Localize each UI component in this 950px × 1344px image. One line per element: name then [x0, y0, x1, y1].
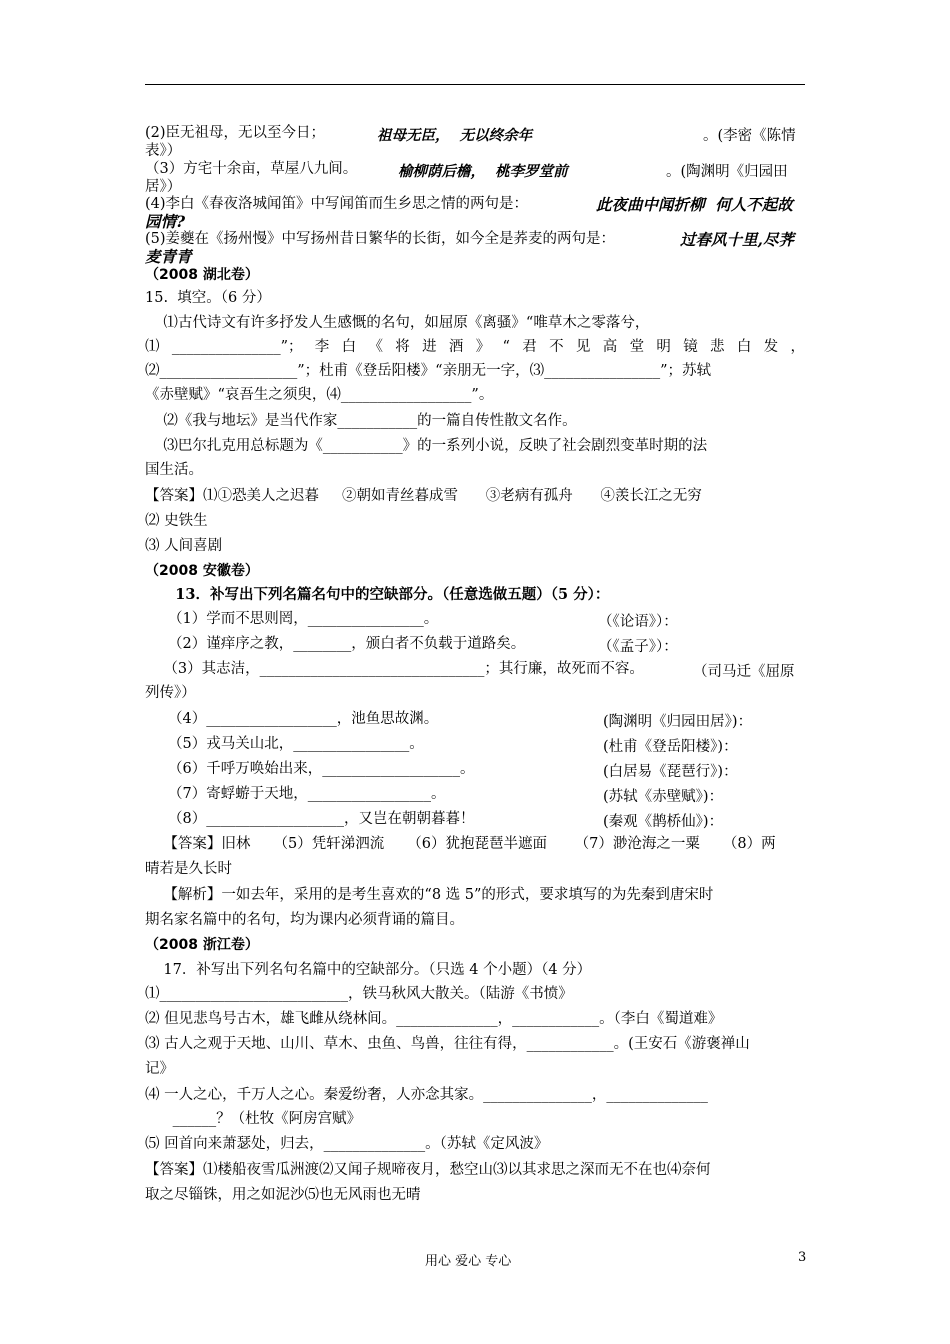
- line-4: 居》）: [145, 179, 182, 195]
- answer-line: ⑶ 人间喜剧: [145, 538, 223, 554]
- blank-item: ⑷ 一人之心，千万人之心。秦爱纷奢，人亦念其家。_______________，______________: [145, 1087, 708, 1103]
- section-heading: （2008 湖北卷）: [145, 267, 259, 283]
- source-text: （《论语》）：: [598, 614, 678, 630]
- source-text: (秦观《鹊桥仙》)：: [603, 814, 724, 830]
- source-text: (白居易《琵琶行》)：: [603, 764, 738, 780]
- source-text: （司马迁《屈原: [693, 664, 795, 680]
- line-2: 表》）: [145, 143, 182, 159]
- question-text: ⑶巴尔扎克用总标题为《___________》的一系列小说，反映了社会剧烈变革时期的法: [145, 438, 708, 454]
- question-text: ⑵___________________”；杜甫《登岳阳楼》“亲朋无一字，⑶________________”；苏轼: [145, 363, 711, 379]
- line-6: 园情?: [145, 212, 186, 231]
- blank-item: 记》: [145, 1061, 174, 1077]
- blank-item: （4）__________________，池鱼思故渊。: [145, 711, 439, 727]
- analysis-line: 【解析】一如去年，采用的是考生喜欢的“8 选 5”的形式，要求填写的为先秦到唐宋时: [145, 887, 714, 903]
- answer-line: 晴若是久长时: [145, 861, 232, 877]
- header-rule: [145, 84, 805, 85]
- answer-line: 【答案】⑴楼船夜雪瓜洲渡⑵又闻子规啼夜月，愁空山⑶以其求思之深而无不在也⑷奈何: [145, 1162, 711, 1178]
- blank-item: ⑴__________________________，铁马秋风大散关。（陆游《书愤》: [145, 986, 573, 1002]
- line-3: （3）方宅十余亩，草屋八九间。: [145, 161, 358, 177]
- blank-item: （7）寄蜉蝣于天地，_________________。: [145, 786, 446, 802]
- answer-line: 【答案】旧林 （5）凭轩涕泗流 （6）犹抱琵琶半遮面 （7）渺沧海之一粟 （8）两: [145, 836, 776, 852]
- question-heading: 15. 填空。（6 分）: [145, 290, 271, 306]
- answer-line: ⑵ 史铁生: [145, 513, 208, 529]
- line-1: [145, 124, 325, 142]
- blank-item: ______？（杜牧《阿房宫赋》: [145, 1111, 362, 1127]
- question-text: 国生活。: [145, 462, 203, 478]
- page-footer: 用心 爱心 专心: [425, 1254, 512, 1269]
- answer-line: 【答案】⑴①恐美人之迟暮 ②朝如青丝暮成雪 ③老病有孤舟 ④羡长江之无穷: [145, 488, 702, 504]
- blank-item: 列传》）: [145, 685, 196, 701]
- question-text: 《赤壁赋》“哀吾生之须臾，⑷__________________”。: [145, 387, 494, 403]
- answer-text: 榆柳荫后檐， 桃李罗堂前: [398, 163, 568, 180]
- question-text: ⑵《我与地坛》是当代作家___________的一篇自传性散文名作。: [145, 413, 577, 429]
- blank-item: （2）谨痒序之教，________，颁白者不负载于道路矣。: [145, 636, 526, 652]
- question-text: ⑴古代诗文有许多抒发人生感慨的名句，如屈原《离骚》“唯草木之零落兮，: [145, 315, 650, 331]
- blank-item: ⑵ 但见悲鸟号古木，雄飞雌从绕林间。______________，____________。（李白《蜀道难》: [145, 1011, 723, 1027]
- section-heading: （2008 安徽卷）: [145, 563, 259, 579]
- question-heading: 17．补写出下列名句名篇中的空缺部分。（只选 4 个小题）（4 分）: [145, 962, 592, 978]
- blank-item: ⑸ 回首向来萧瑟处，归去，______________。（苏轼《定风波》: [145, 1136, 549, 1152]
- line-8: 麦青青: [145, 247, 192, 266]
- question-heading: 13．补写出下列名篇名句中的空缺部分。（任意选做五题）（5 分）：: [145, 586, 610, 603]
- blank-item: （3）其志洁，_______________________________；其行廉，故死而不容。: [145, 661, 644, 677]
- answer-text: 此夜曲中闻折柳 何人不起故: [596, 195, 793, 214]
- source-text: 。(陶渊明《归园田: [666, 164, 788, 180]
- answer-text: 过春风十里,尽荠: [680, 230, 794, 249]
- page-number: 3: [798, 1250, 807, 1265]
- section-heading: （2008 浙江卷）: [145, 937, 259, 953]
- source-text: （《孟子》）：: [598, 639, 678, 655]
- text: (2)臣无祖母，无以至今日；: [145, 125, 326, 141]
- source-text: 。(李密《陈情: [703, 128, 796, 144]
- analysis-line: 期名家名篇中的名句，均为课内必须背诵的篇目。: [145, 912, 464, 928]
- answer-line: 取之尽锱铢，用之如泥沙⑸也无风雨也无晴: [145, 1187, 421, 1203]
- answer-text: 祖母无臣， 无以终余年: [377, 127, 533, 144]
- line-5: (4)李白《春夜洛城闻笛》中写闻笛而生乡思之情的两句是：: [145, 196, 529, 212]
- line-7: (5)姜夔在《扬州慢》中写扬州昔日繁华的长街，如今全是荞麦的两句是：: [145, 231, 616, 247]
- blank-item: （6）千呼万唤始出来，___________________。: [145, 761, 475, 777]
- blank-item: ⑶ 古人之观于天地、山川、草木、虫鱼、鸟兽，往往有得，____________。(王安石《游褒禅山: [145, 1036, 750, 1052]
- blank-item: （8）___________________，又岂在朝朝暮暮！: [145, 811, 475, 827]
- question-text: ⑴_______________”；李白《将进酒》“君不见高堂明镜悲白发，: [145, 339, 805, 355]
- source-text: (陶渊明《归园田居》)：: [603, 714, 753, 730]
- source-text: (杜甫《登岳阳楼》)：: [603, 739, 738, 755]
- blank-item: （1）学而不思则罔，________________。: [145, 611, 439, 627]
- source-text: (苏轼《赤壁赋》)：: [603, 789, 724, 805]
- blank-item: （5）戎马关山北，________________。: [145, 736, 424, 752]
